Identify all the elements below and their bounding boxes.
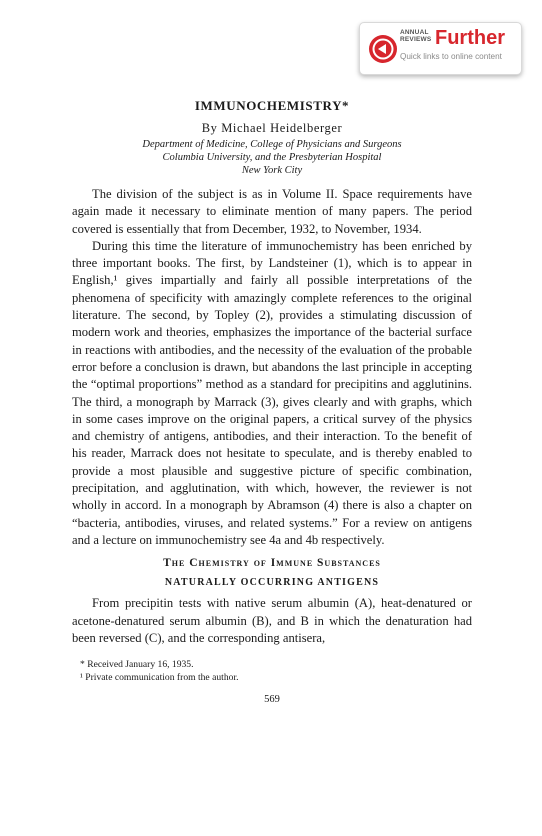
page-number: 569 [264,694,280,706]
body-paragraph: The division of the subject is as in Volume II. Space requirements have again made it necessary to eliminate mention of many papers. The period covered is essentially that from December, 1932, to November, 1934. [72,187,472,236]
article-title: IMMUNOCHEMISTRY* [194,98,350,113]
article-body [72,186,472,647]
affiliation-line: Columbia University, and the Presbyterian Hospital [162,152,382,163]
body-paragraph: During this time the literature of immunochemistry has been enriched by three important books. The first, by Landsteiner (1), which is to appear in English,¹ gives impartially and fairly all possible interpretations of the phenomena of specificity with amazingly complete references to the original literature. The second, by Topley (2), provides a stimulating discussion of modern work and theories, emphasizes the importance of the bacterial surface in reactions with antibodies, and the necessity of the evaluation of the probable error before a conclusion is drawn, but abandons the last principle in accepting the “optimal proportions” method as a standard for precipitins and agglutinins. The third, a monograph by Marrack (3), gives clearly and with graphs, which in some cases improve on the original papers, a critical survey of the physics and chemistry of antigens, antibodies, and their interaction. To the benefit of his reader, Marrack does not hesitate to speculate, and is thereby enabled to provide a most plausible and suggestive picture of specific combination, precipitation, and agglutination, with which, however, the reviewer is not wholly in accord. In a monograph by Abramson (4) there is also a chapter on “bacteria, antibodies, viruses, and related systems.” For a review on antigens and a lecture on immunochemistry see 4a and 4b respectively. [72,238,472,547]
play-arrow-icon [368,34,398,64]
brand-line-1: ANNUAL [400,29,429,36]
affiliation-line: Department of Medicine, College of Physicians and Surgeons [142,139,402,150]
affiliation-line: New York City [241,165,303,176]
footnote-received: * Received January 16, 1935. [80,659,194,671]
article-page [72,96,472,707]
footnotes [72,658,472,684]
article-author: By Michael Heidelberger [201,121,343,135]
body-paragraph: From precipitin tests with native serum albumin (A), heat-denatured or acetone-denatured serum albumin (B), and B in which the denaturation had been reversed (C), and the corresponding antisera, [72,596,472,645]
annual-reviews-logo-text [400,29,440,43]
further-label: Further [435,27,505,49]
footnote-1: ¹ Private communication from the author. [80,672,239,684]
badge-tagline: Quick links to online content [400,52,502,61]
section-heading: The Chemistry of Immune Substances [163,557,381,570]
subsection-heading: NATURALLY OCCURRING ANTIGENS [164,577,380,589]
further-links-badge[interactable] [359,22,522,75]
brand-line-2: REVIEWS [400,36,432,43]
author-affiliation [72,138,472,177]
